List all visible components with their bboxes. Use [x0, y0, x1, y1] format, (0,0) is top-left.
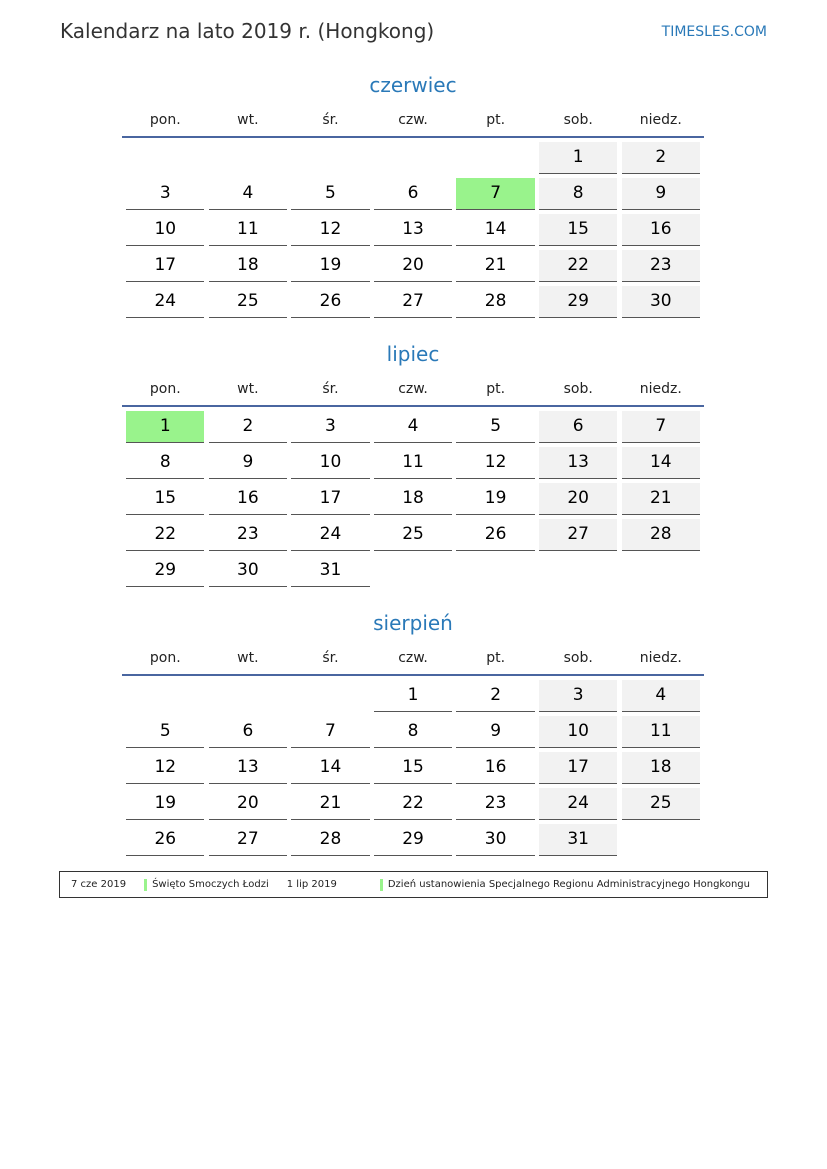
day-cell: 22: [374, 788, 452, 820]
month-calendar: [122, 70, 704, 322]
day-cell: 11: [374, 447, 452, 479]
week-row: [122, 178, 704, 214]
week-row: [122, 555, 704, 591]
weekday-header: [122, 104, 704, 138]
weekday-label: sob.: [563, 112, 593, 128]
day-cell: 29: [126, 555, 204, 587]
day-cell: 4: [622, 680, 700, 712]
day-cell: 2: [456, 680, 534, 712]
weekday-label: pon.: [149, 650, 181, 666]
weekday-header: [122, 642, 704, 676]
day-cell: 2: [622, 142, 700, 174]
day-cell: 5: [126, 716, 204, 748]
empty-day: [291, 680, 369, 711]
day-cell: 7: [291, 716, 369, 748]
day-cell: 26: [126, 824, 204, 856]
empty-day: [126, 680, 204, 711]
week-row: [122, 716, 704, 752]
weekday-label: pt.: [486, 650, 506, 666]
holiday-legend: [59, 871, 768, 898]
day-cell: 26: [456, 519, 534, 551]
day-cell: 13: [209, 752, 287, 784]
weekday-label: czw.: [398, 650, 428, 666]
day-cell: 25: [209, 286, 287, 318]
day-cell: 25: [622, 788, 700, 820]
page-title: Kalendarz na lato 2019 r. (Hongkong): [60, 19, 435, 43]
day-cell: 15: [539, 214, 617, 246]
day-cell: 7: [622, 411, 700, 443]
day-cell: 25: [374, 519, 452, 551]
day-cell: 22: [539, 250, 617, 282]
day-cell: 6: [374, 178, 452, 210]
week-row: [122, 250, 704, 286]
day-cell: 30: [456, 824, 534, 856]
weekday-label: sob.: [563, 650, 593, 666]
weekday-label: sob.: [563, 381, 593, 397]
day-cell: 6: [539, 411, 617, 443]
day-cell: 29: [539, 286, 617, 318]
day-cell: 16: [209, 483, 287, 515]
day-cell: 18: [374, 483, 452, 515]
day-grid: [122, 142, 704, 322]
day-grid: [122, 680, 704, 860]
day-cell: 24: [291, 519, 369, 551]
day-cell: 24: [539, 788, 617, 820]
weekday-label: pt.: [486, 381, 506, 397]
day-cell: 4: [209, 178, 287, 210]
empty-day: [622, 555, 700, 586]
day-cell: 15: [126, 483, 204, 515]
day-cell: 12: [456, 447, 534, 479]
empty-day: [374, 555, 452, 586]
day-cell: 19: [456, 483, 534, 515]
empty-day: [209, 142, 287, 173]
weekday-label: niedz.: [639, 112, 682, 128]
day-cell: 1: [374, 680, 452, 712]
holiday-day-cell: 7: [456, 178, 534, 210]
day-cell: 18: [209, 250, 287, 282]
legend-holiday-name: Dzień ustanowienia Specjalnego Regionu Administracyjnego Hongkongu: [387, 879, 750, 890]
day-cell: 12: [291, 214, 369, 246]
day-cell: 31: [291, 555, 369, 587]
brand-link[interactable]: TIMESLES.COM: [661, 24, 767, 40]
day-cell: 24: [126, 286, 204, 318]
day-cell: 28: [622, 519, 700, 551]
day-cell: 21: [291, 788, 369, 820]
day-cell: 17: [126, 250, 204, 282]
empty-day: [291, 142, 369, 173]
month-calendar: [122, 339, 704, 591]
week-row: [122, 142, 704, 178]
day-cell: 27: [209, 824, 287, 856]
day-cell: 20: [374, 250, 452, 282]
day-cell: 21: [456, 250, 534, 282]
day-cell: 13: [539, 447, 617, 479]
day-cell: 15: [374, 752, 452, 784]
day-cell: 17: [539, 752, 617, 784]
weekday-label: wt.: [237, 650, 259, 666]
week-row: [122, 286, 704, 322]
day-cell: 10: [126, 214, 204, 246]
day-cell: 16: [456, 752, 534, 784]
day-cell: 31: [539, 824, 617, 856]
weekday-label: pon.: [149, 381, 181, 397]
day-cell: 21: [622, 483, 700, 515]
weekday-label: niedz.: [639, 381, 682, 397]
day-cell: 29: [374, 824, 452, 856]
day-cell: 9: [456, 716, 534, 748]
holiday-marker-icon: [144, 879, 147, 891]
day-cell: 2: [209, 411, 287, 443]
week-row: [122, 519, 704, 555]
day-cell: 23: [456, 788, 534, 820]
weekday-label: śr.: [322, 381, 339, 397]
month-calendar: [122, 608, 704, 860]
empty-day: [374, 142, 452, 173]
day-cell: 5: [291, 178, 369, 210]
day-cell: 30: [209, 555, 287, 587]
legend-holiday-name: Święto Smoczych Łodzi: [152, 879, 269, 890]
legend-date: 1 lip 2019: [286, 879, 337, 890]
day-cell: 11: [622, 716, 700, 748]
day-cell: 4: [374, 411, 452, 443]
day-cell: 20: [209, 788, 287, 820]
day-cell: 9: [209, 447, 287, 479]
weekday-label: czw.: [398, 381, 428, 397]
day-cell: 28: [456, 286, 534, 318]
weekday-label: wt.: [237, 381, 259, 397]
week-row: [122, 447, 704, 483]
day-cell: 18: [622, 752, 700, 784]
empty-day: [456, 555, 534, 586]
day-cell: 23: [209, 519, 287, 551]
week-row: [122, 788, 704, 824]
day-cell: 17: [291, 483, 369, 515]
day-cell: 28: [291, 824, 369, 856]
day-cell: 8: [374, 716, 452, 748]
month-title: sierpień: [373, 611, 453, 635]
weekday-label: czw.: [398, 112, 428, 128]
day-cell: 8: [539, 178, 617, 210]
day-cell: 14: [622, 447, 700, 479]
day-cell: 22: [126, 519, 204, 551]
empty-day: [126, 142, 204, 173]
day-cell: 19: [291, 250, 369, 282]
empty-day: [456, 142, 534, 173]
week-row: [122, 680, 704, 716]
day-cell: 30: [622, 286, 700, 318]
day-cell: 3: [539, 680, 617, 712]
empty-day: [539, 555, 617, 586]
day-cell: 14: [291, 752, 369, 784]
day-cell: 3: [291, 411, 369, 443]
weekday-label: niedz.: [639, 650, 682, 666]
day-cell: 13: [374, 214, 452, 246]
day-cell: 3: [126, 178, 204, 210]
holiday-marker-icon: [380, 879, 383, 891]
day-cell: 8: [126, 447, 204, 479]
weekday-label: pt.: [486, 112, 506, 128]
weekday-label: wt.: [237, 112, 259, 128]
day-cell: 26: [291, 286, 369, 318]
day-cell: 23: [622, 250, 700, 282]
holiday-day-cell: 1: [126, 411, 204, 443]
week-row: [122, 824, 704, 860]
weekday-label: śr.: [322, 650, 339, 666]
day-cell: 16: [622, 214, 700, 246]
weekday-label: pon.: [149, 112, 181, 128]
legend-date: 7 cze 2019: [71, 879, 127, 890]
empty-day: [622, 824, 700, 855]
empty-day: [209, 680, 287, 711]
week-row: [122, 752, 704, 788]
week-row: [122, 411, 704, 447]
day-cell: 19: [126, 788, 204, 820]
day-cell: 12: [126, 752, 204, 784]
week-row: [122, 214, 704, 250]
day-cell: 9: [622, 178, 700, 210]
day-cell: 27: [539, 519, 617, 551]
day-cell: 11: [209, 214, 287, 246]
weekday-label: śr.: [322, 112, 339, 128]
day-cell: 10: [291, 447, 369, 479]
day-grid: [122, 411, 704, 591]
day-cell: 5: [456, 411, 534, 443]
day-cell: 6: [209, 716, 287, 748]
day-cell: 1: [539, 142, 617, 174]
day-cell: 20: [539, 483, 617, 515]
weekday-header: [122, 373, 704, 407]
day-cell: 10: [539, 716, 617, 748]
day-cell: 27: [374, 286, 452, 318]
month-title: lipiec: [386, 342, 440, 366]
day-cell: 14: [456, 214, 534, 246]
week-row: [122, 483, 704, 519]
month-title: czerwiec: [369, 73, 457, 97]
